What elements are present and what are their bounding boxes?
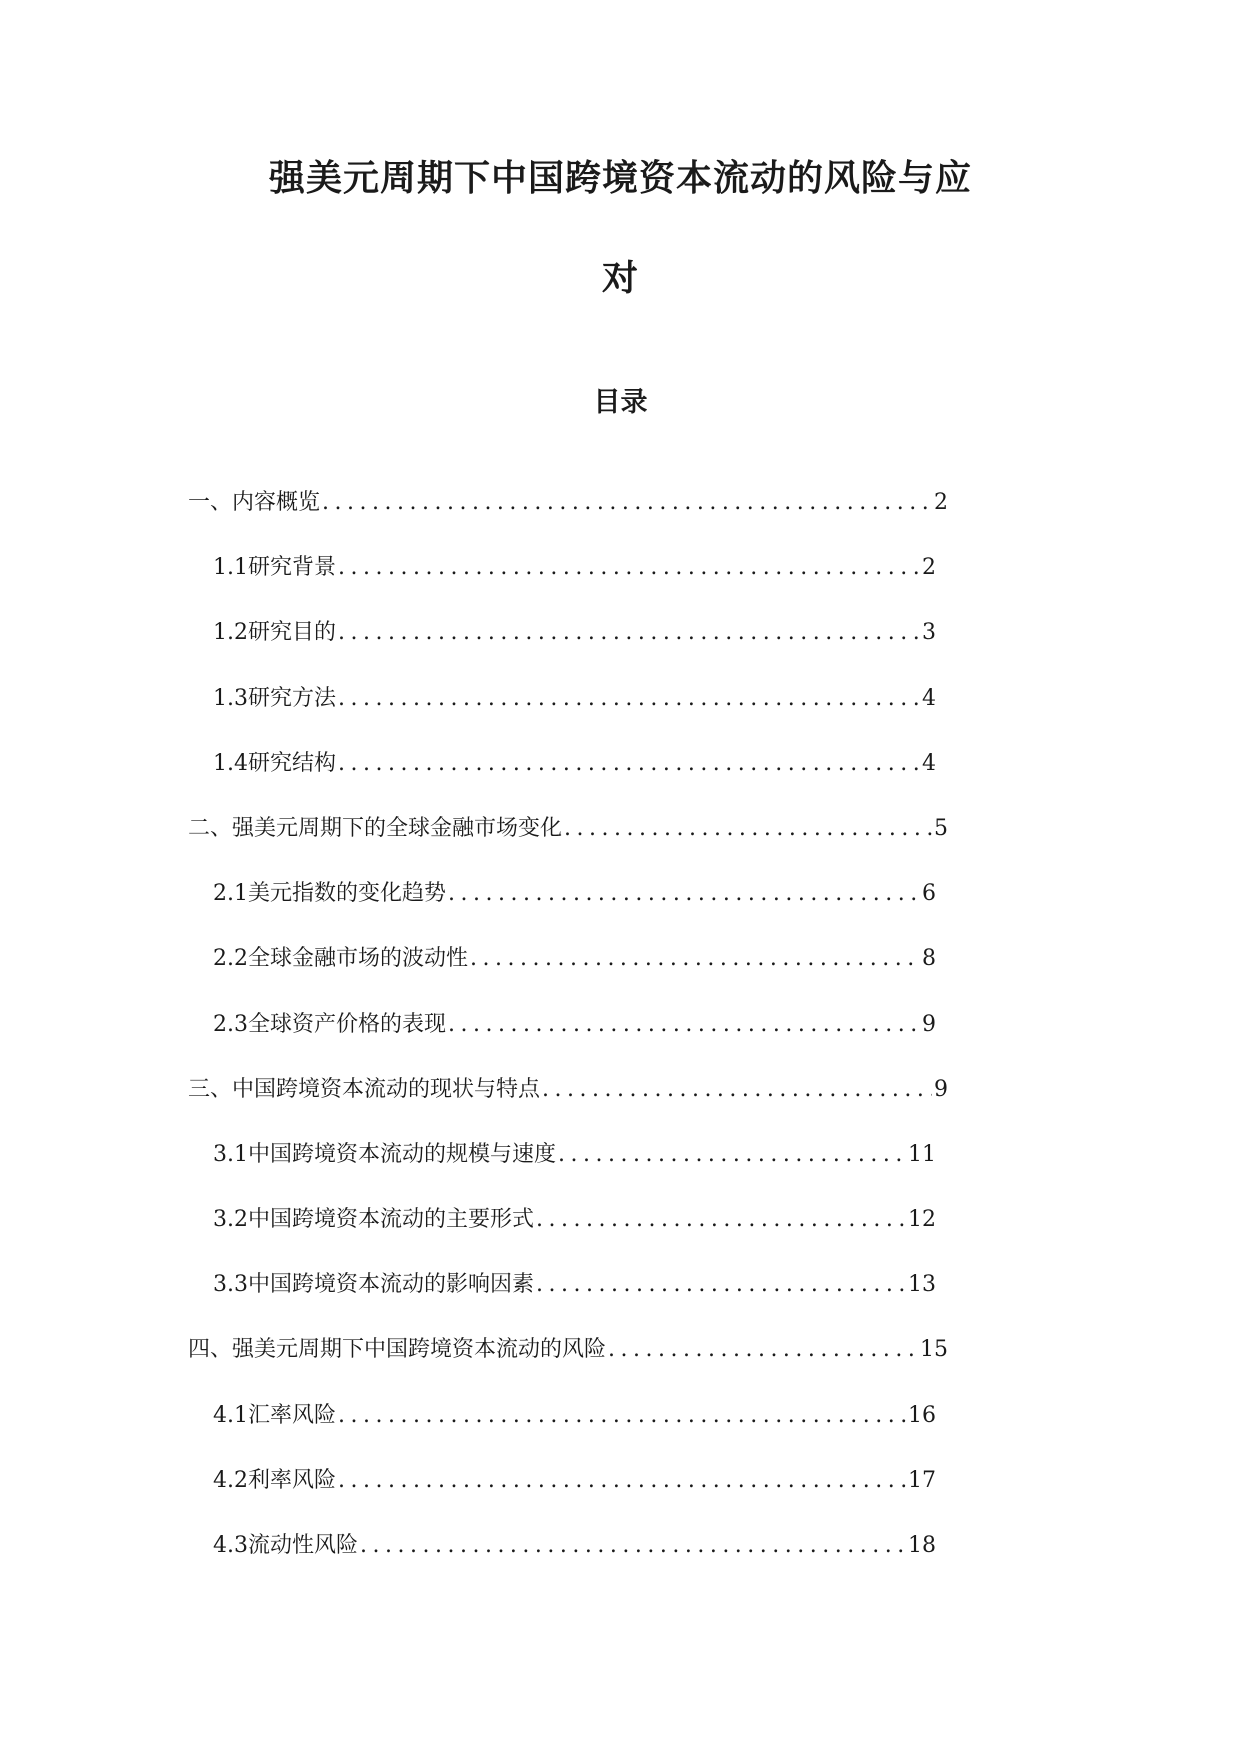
toc-dot-leader [338, 746, 920, 782]
table-of-contents [0, 485, 1241, 1593]
toc-entry-number: 2.3 [213, 1011, 248, 1037]
toc-entry-page: 2 [922, 555, 936, 581]
toc-entry-page: 11 [908, 1141, 936, 1167]
toc-entry[interactable] [0, 615, 1241, 680]
toc-dot-leader [558, 1137, 906, 1173]
toc-entry-title: 研究目的 [248, 620, 337, 646]
toc-dot-leader [536, 1202, 906, 1238]
toc-entry-page: 9 [922, 1011, 936, 1037]
toc-entry-number: 3.2 [213, 1207, 248, 1233]
toc-entry[interactable] [0, 1137, 1241, 1202]
toc-entry-number: 四、 [188, 1337, 233, 1363]
toc-entry-number: 三、 [188, 1076, 233, 1102]
toc-entry-title: 全球金融市场的波动性 [248, 946, 469, 972]
toc-entry-number: 3.1 [213, 1141, 248, 1167]
toc-dot-leader [542, 1072, 932, 1108]
toc-entry-number: 1.2 [213, 620, 248, 646]
toc-entry-title: 强美元周期下中国跨境资本流动的风险 [232, 1337, 607, 1363]
toc-dot-leader [338, 681, 920, 717]
toc-entry-title: 中国跨境资本流动的规模与速度 [248, 1141, 557, 1167]
toc-entry-number: 1.3 [213, 685, 248, 711]
toc-entry[interactable] [0, 550, 1241, 615]
toc-dot-leader [338, 1398, 906, 1434]
toc-entry-page: 8 [922, 946, 936, 972]
toc-entry[interactable] [0, 876, 1241, 941]
toc-entry-title: 研究方法 [248, 685, 337, 711]
toc-entry-title: 中国跨境资本流动的主要形式 [248, 1207, 535, 1233]
toc-entry-page: 4 [922, 750, 936, 776]
toc-entry[interactable] [0, 1528, 1241, 1593]
toc-entry[interactable] [0, 1332, 1241, 1397]
toc-entry-number: 一、 [188, 490, 233, 515]
toc-entry-number: 2.1 [213, 881, 248, 907]
toc-entry[interactable] [0, 811, 1241, 876]
toc-entry[interactable] [0, 1463, 1241, 1528]
toc-entry-title: 研究背景 [248, 555, 337, 581]
toc-entry-number: 1.4 [213, 750, 248, 776]
toc-entry[interactable] [0, 1072, 1241, 1137]
toc-entry[interactable] [0, 1267, 1241, 1332]
toc-entry[interactable] [0, 746, 1241, 811]
toc-dot-leader [338, 550, 920, 586]
toc-entry-title: 流动性风险 [248, 1533, 359, 1558]
toc-entry-number: 3.3 [213, 1272, 248, 1298]
toc-dot-leader [608, 1332, 918, 1368]
toc-entry-page: 9 [934, 1076, 948, 1102]
toc-entry-title: 利率风险 [248, 1467, 337, 1493]
toc-entry-page: 6 [922, 881, 936, 907]
toc-entry-page: 4 [922, 685, 936, 711]
toc-entry-page: 12 [908, 1207, 936, 1233]
toc-heading: 目录 [593, 387, 648, 418]
toc-entry-page: 13 [908, 1272, 936, 1298]
toc-entry-title: 美元指数的变化趋势 [248, 881, 447, 907]
toc-entry-number: 4.3 [213, 1533, 248, 1558]
toc-entry-page: 17 [908, 1467, 936, 1493]
toc-entry-page: 18 [908, 1533, 936, 1558]
toc-entry-page: 15 [920, 1337, 948, 1363]
toc-dot-leader [322, 485, 932, 521]
toc-entry-page: 2 [934, 490, 948, 515]
toc-entry[interactable] [0, 1202, 1241, 1267]
toc-dot-leader [564, 811, 932, 847]
toc-entry-title: 全球资产价格的表现 [248, 1011, 447, 1037]
toc-dot-leader [338, 615, 920, 651]
toc-dot-leader [448, 876, 920, 912]
toc-entry-number: 二、 [188, 815, 233, 841]
toc-entry[interactable] [0, 941, 1241, 1006]
toc-entry-title: 内容概览 [232, 490, 321, 515]
toc-entry-title: 强美元周期下的全球金融市场变化 [232, 815, 563, 841]
document-title-line-1: 强美元周期下中国跨境资本流动的风险与应 [268, 158, 972, 199]
toc-entry[interactable] [0, 1398, 1241, 1463]
toc-entry-page: 5 [934, 815, 948, 841]
toc-entry-page: 3 [922, 620, 936, 646]
toc-entry-title: 研究结构 [248, 750, 337, 776]
toc-entry-number: 1.1 [213, 555, 248, 581]
toc-entry[interactable] [0, 1007, 1241, 1072]
toc-dot-leader [536, 1267, 906, 1303]
toc-entry[interactable] [0, 681, 1241, 746]
toc-dot-leader [360, 1528, 906, 1564]
toc-entry[interactable] [0, 485, 1241, 550]
toc-entry-title: 汇率风险 [248, 1402, 337, 1428]
toc-dot-leader [470, 941, 920, 977]
document-title-line-2: 对 [601, 258, 639, 299]
toc-entry-number: 4.1 [213, 1402, 248, 1428]
toc-entry-title: 中国跨境资本流动的现状与特点 [232, 1076, 541, 1102]
toc-dot-leader [338, 1463, 906, 1499]
toc-entry-number: 2.2 [213, 946, 248, 972]
toc-entry-page: 16 [908, 1402, 936, 1428]
toc-dot-leader [448, 1007, 920, 1043]
toc-entry-number: 4.2 [213, 1467, 248, 1493]
toc-entry-title: 中国跨境资本流动的影响因素 [248, 1272, 535, 1298]
